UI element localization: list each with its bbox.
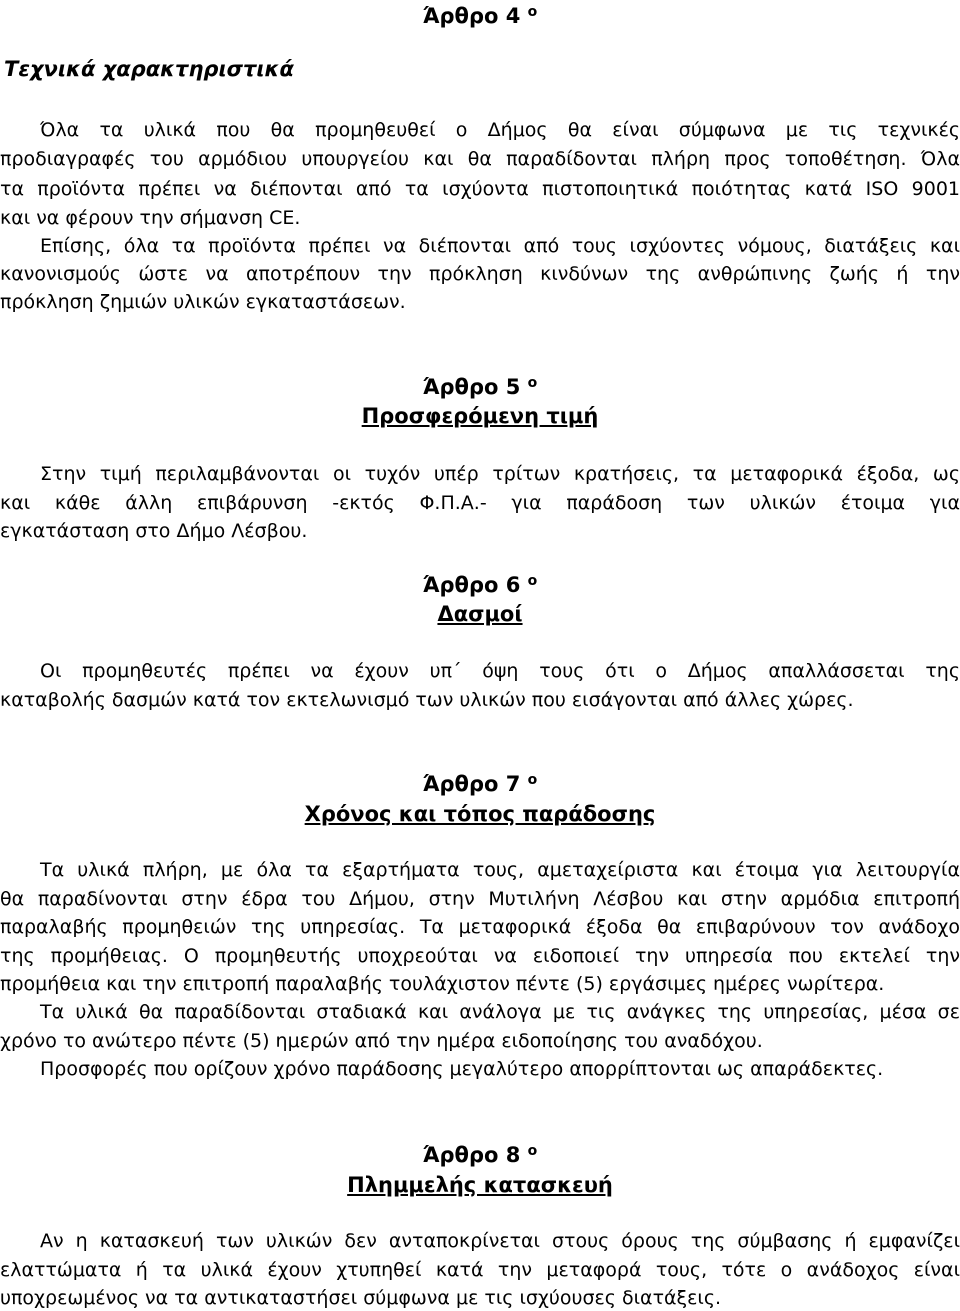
article-5-line-1: Στην τιμή περιλαμβάνονται οι τυχόν υπέρ τρίτων κρατήσεις, τα μεταφορικά έξοδα, ως [40, 463, 960, 485]
article-5-line-2: και κάθε άλλη επιβάρυνση -εκτός Φ.Π.Α.- για παράδοση των υλικών έτοιμα για [0, 492, 960, 514]
article-6-line-2: καταβολής δασμών κατά τον εκτελωνισμό των υλικών που εισάγονται από άλλες χώρες. [0, 689, 854, 711]
article-7-line-6: Τα υλικά θα παραδίδονται σταδιακά και ανάλογα με τις ανάγκες της υπηρεσίας, μέσα σε [40, 1001, 960, 1023]
article-7-heading: Άρθρο 7 $^o$ [422, 772, 538, 796]
article-4-line-1: Όλα τα υλικά που θα προμηθευθεί ο Δήμος θα είναι σύμφωνα με τις τεχνικές [40, 119, 960, 141]
article-6-subtitle: Δασμοί [437, 602, 523, 626]
article-7-line-2: θα παραδίνονται στην έδρα του Δήμου, στην Μυτιλήνη Λέσβου και στην αρμόδια επιτροπή [0, 888, 960, 910]
article-6-line-1: Οι προμηθευτές πρέπει να έχουν υπ΄ όψη τους ότι ο Δήμος απαλλάσσεται της [40, 660, 960, 682]
article-5-heading: Άρθρο 5 $^o$ [422, 375, 538, 399]
article-8-subtitle: Πλημμελής κατασκευή [347, 1173, 613, 1197]
article-7-line-1: Τα υλικά πλήρη, με όλα τα εξαρτήματα τους, αμεταχείριστα και έτοιμα για λειτουργία [40, 859, 960, 881]
article-5-line-3: εγκατάσταση στο Δήμο Λέσβου. [0, 520, 308, 542]
article-7-line-7: χρόνο το ανώτερο πέντε (5) ημερών από την ημέρα ειδοποίησης του αναδόχου. [0, 1030, 763, 1052]
article-4-line-3: τα προϊόντα πρέπει να διέπονται από τα ισχύοντα πιστοποιητικά ποιότητας κατά ISO 9001 [0, 178, 960, 200]
article-8-line-1: Αν η κατασκευή των υλικών δεν ανταποκρίνεται στους όρους της σύμβασης ή εμφανίζει [40, 1230, 960, 1252]
article-4-line-7: πρόκληση ζημιών υλικών εγκαταστάσεων. [0, 291, 406, 313]
article-7-line-8: Προσφορές που ορίζουν χρόνο παράδοσης μεγαλύτερο απορρίπτονται ως απαράδεκτες. [40, 1058, 884, 1080]
article-7-line-4: της προμήθειας. Ο προμηθευτής υποχρεούται να ειδοποιεί την υπηρεσία που εκτελεί την [0, 945, 960, 967]
section-title-technical-characteristics: Τεχνικά χαρακτηριστικά [4, 57, 294, 81]
article-6-heading: Άρθρο 6 $^o$ [422, 573, 538, 597]
article-4-line-6: κανονισμούς ώστε να αποτρέπουν την πρόκληση κινδύνων της ανθρώπινης ζωής ή την [0, 263, 960, 285]
article-7-line-3: παραλαβής προμηθειών της υπηρεσίας. Τα μεταφορικά έξοδα θα επιβαρύνουν τον ανάδοχο [0, 916, 960, 938]
article-8-line-2: ελαττώματα ή τα υλικά έχουν χτυπηθεί κατά την μεταφορά τους, τότε ο ανάδοχος είναι [0, 1259, 960, 1281]
article-7-subtitle: Χρόνος και τόπος παράδοσης [304, 802, 656, 826]
article-5-subtitle: Προσφερόμενη τιμή [361, 404, 599, 428]
article-8-heading: Άρθρο 8 $^o$ [422, 1143, 538, 1167]
article-7-line-5: προμήθεια και την επιτροπή παραλαβής τουλάχιστον πέντε (5) εργάσιμες ημέρες νωρίτερα. [0, 973, 885, 995]
article-8-line-3: υποχρεωμένος να τα αντικαταστήσει σύμφωνα με τις ισχύουσες διατάξεις. [0, 1287, 722, 1309]
article-4-line-2: προδιαγραφές του αρμόδιου υπουργείου και θα παραδίδονται πλήρη προς τοποθέτηση. Όλα [0, 148, 960, 170]
article-4-line-5: Επίσης, όλα τα προϊόντα πρέπει να διέπονται από τους ισχύοντες νόμους, διατάξεις και [40, 235, 960, 257]
article-4-heading: Άρθρο 4 $^o$ [422, 4, 538, 28]
article-4-line-4: και να φέρουν την σήμανση CE. [0, 207, 301, 229]
